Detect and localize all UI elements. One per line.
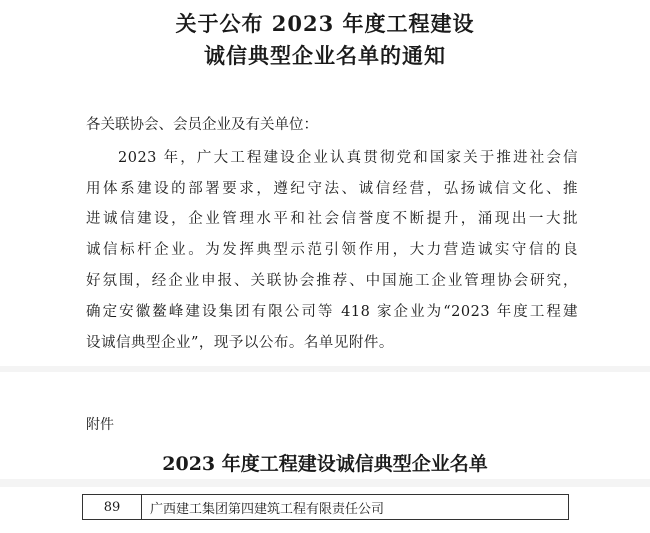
notice-title-line-2: 诚信典型企业名单的通知 (204, 43, 446, 68)
row-number: 89 (83, 495, 142, 519)
body-paragraph-line: 诚信标杆企业。为发挥典型示范引领作用，大力营造诚实守信的良 (86, 242, 578, 258)
salutation: 各关联协会、会员企业及有关单位： (86, 117, 318, 133)
body-paragraph-line: 好氛围，经企业申报、关联协会推荐、中国施工企业管理协会研究， (86, 273, 578, 289)
notice-title-line-1: 关于公布 2023 年度工程建设 (175, 11, 475, 36)
body-paragraph-line: 2023 年，广大工程建设企业认真贯彻党和国家关于推进社会信 (118, 150, 578, 166)
table-row (82, 494, 569, 520)
annex-label: 附件 (86, 417, 114, 433)
company-name: 广西建工集团第四建筑工程有限责任公司 (150, 501, 385, 517)
page-break-divider (0, 366, 650, 372)
list-title: 2023 年度工程建设诚信典型企业名单 (162, 453, 488, 475)
page-break-divider (0, 479, 650, 487)
body-paragraph-line: 确定安徽鳌峰建设集团有限公司等 418 家企业为“2023 年度工程建 (86, 304, 578, 320)
body-paragraph-line: 设诚信典型企业”，现予以公布。名单见附件。 (86, 335, 394, 351)
body-paragraph-line: 用体系建设的部署要求，遵纪守法、诚信经营，弘扬诚信文化、推 (86, 181, 578, 197)
body-paragraph-line: 进诚信建设，企业管理水平和社会信誉度不断提升，涌现出一大批 (86, 211, 578, 227)
